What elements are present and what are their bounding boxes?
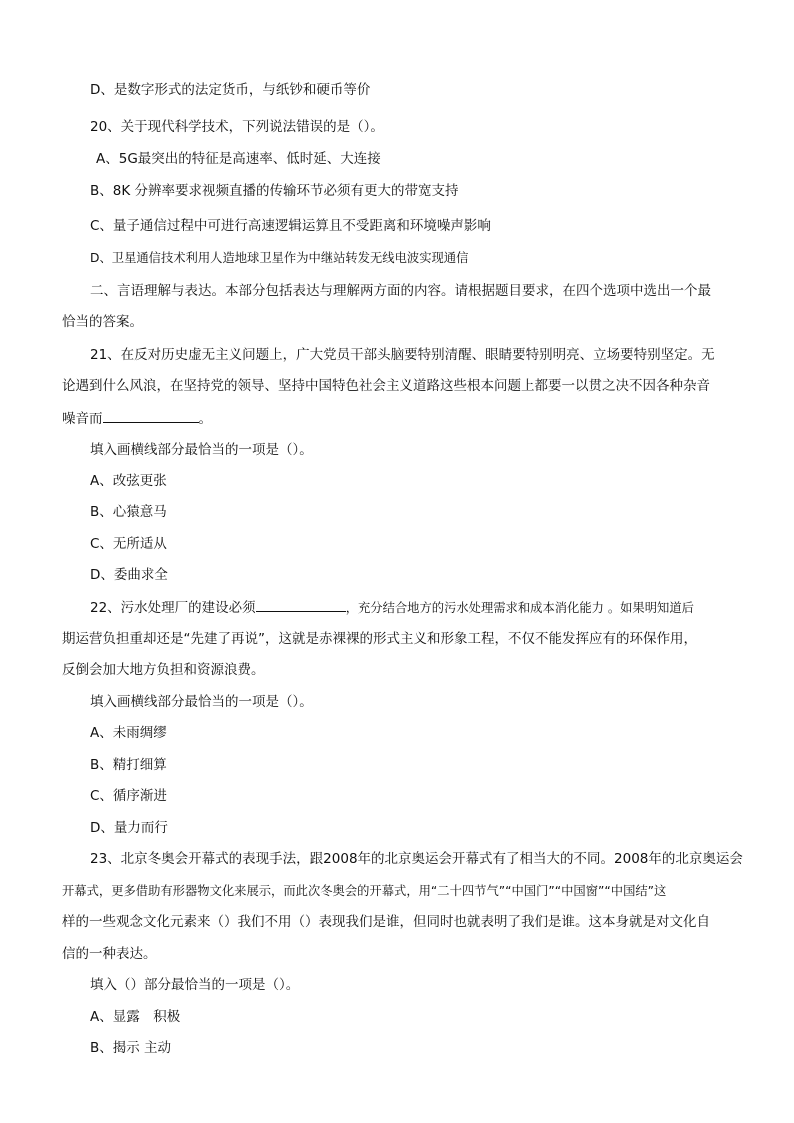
q22-line2: 期运营负担重却还是“先建了再说”，这就是赤裸裸的形式主义和形象工程，不仅不能发挥应有的环保作用， [62, 631, 697, 647]
q23-line2: 开幕式，更多借助有形器物文化来展示，而此次冬奥会的开幕式，用“二十四节气”“中国门”“中国窗”“中国结”这 [62, 884, 667, 898]
q20-option-c: C、量子通信过程中可进行高速逻辑运算且不受距离和环境噪声影响 [90, 218, 491, 234]
q23-line4: 信的一种表达。 [62, 946, 157, 962]
q22-option-d: D、量力而行 [90, 820, 168, 836]
q22-line1-rest: ，充分结合地方的污水处理需求和成本消化能力 。如果明知道后 [345, 601, 694, 615]
q23-option-a: A、显露 积极 [90, 1009, 181, 1025]
q23-prompt: 填入（）部分最恰当的一项是（）。 [90, 977, 300, 993]
q22-line1 [90, 597, 694, 618]
section2-line1: 二、言语理解与表达。本部分包括表达与理解两方面的内容。请根据题目要求，在四个选项中选出一个最 [90, 283, 711, 299]
q21-option-a: A、改弦更张 [90, 473, 167, 489]
q22-prompt: 填入画横线部分最恰当的一项是（）。 [90, 694, 313, 710]
q23-line3: 样的一些观念文化元素来（）我们不用（）表现我们是谁，但同时也就表明了我们是谁。这本身就是对文化自 [62, 914, 710, 930]
q19-option-d: D、是数字形式的法定货币，与纸钞和硬币等价 [90, 82, 371, 98]
q23-option-b: B、揭示 主动 [90, 1040, 172, 1056]
q23-line1: 23、北京冬奥会开幕式的表现手法，跟2008年的北京奥运会开幕式有了相当大的不同。2008年的北京奥运会 [90, 851, 743, 867]
q21-line3-end: 。 [198, 411, 212, 427]
q21-option-d: D、委曲求全 [90, 567, 168, 583]
q21-line1: 21、在反对历史虚无主义问题上，广大党员干部头脑要特别清醒、眼睛要特别明亮、立场要特别坚定。无 [90, 347, 715, 363]
q21-prompt: 填入画横线部分最恰当的一项是（）。 [90, 442, 313, 458]
q22-answer-blank [256, 597, 346, 612]
q21-option-c: C、无所适从 [90, 536, 167, 552]
section2-line2: 恰当的答案。 [62, 314, 143, 330]
q21-option-b: B、心猿意马 [90, 504, 167, 520]
q20-option-a: A、5G最突出的特征是高速率、低时延、大连接 [96, 151, 381, 167]
q20-stem: 20、关于现代科学技术，下列说法错误的是（）。 [90, 119, 384, 135]
q21-answer-blank [103, 408, 199, 423]
q22-line1-text: 22、污水处理厂的建设必须 [90, 600, 256, 616]
q22-option-a: A、未雨绸缪 [90, 725, 167, 741]
q22-line3: 反倒会加大地方负担和资源浪费。 [62, 662, 265, 678]
q22-option-c: C、循序渐进 [90, 788, 167, 804]
q20-option-d: D、卫星通信技术利用人造地球卫星作为中继站转发无线电波实现通信 [90, 251, 469, 265]
q22-option-b: B、精打细算 [90, 757, 167, 773]
q20-option-b: B、8K 分辨率要求视频直播的传输环节必须有更大的带宽支持 [90, 183, 459, 199]
q21-line3-text: 噪音而 [62, 411, 103, 427]
q21-line3 [62, 408, 212, 429]
q21-line2: 论遇到什么风浪，在坚持党的领导、坚持中国特色社会主义道路这些根本问题上都要一以贯之决不因各种杂音 [62, 378, 710, 394]
